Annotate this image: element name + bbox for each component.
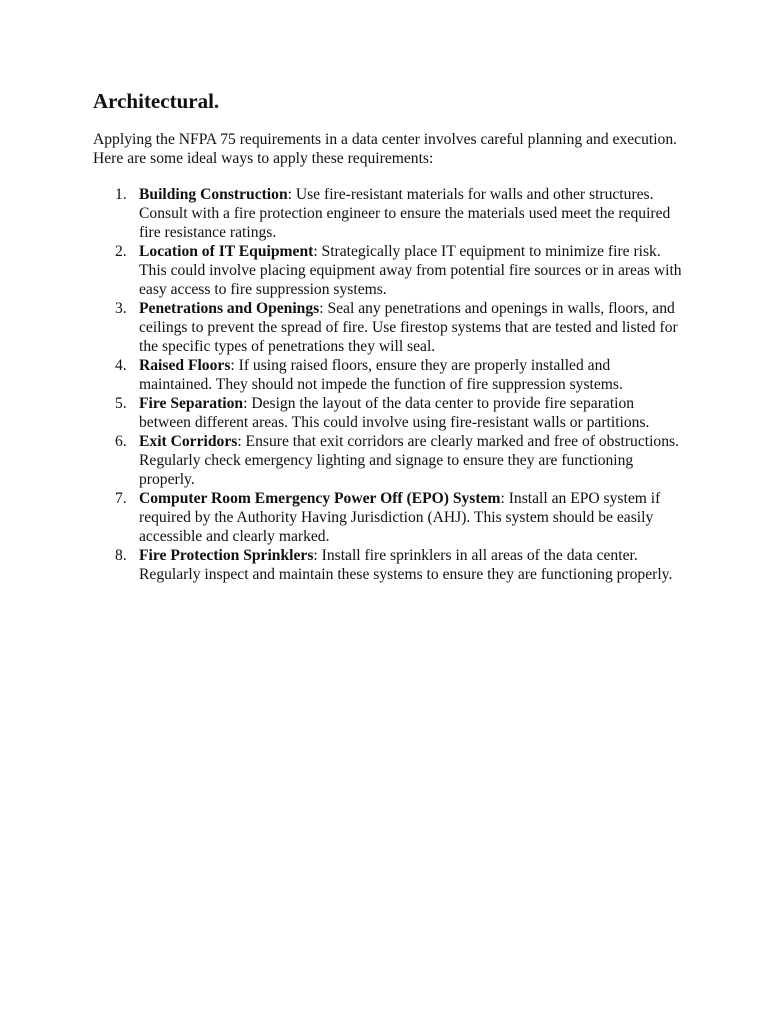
item-text: : Use fire-resistant materials for walls and other structures. Consult with a fire protection engineer to ensure the materials used meet the required fire resistance ratings.: [139, 186, 671, 241]
list-item: [93, 489, 683, 546]
item-term: Location of IT Equipment: [139, 243, 314, 260]
list-item: [93, 432, 683, 489]
item-term: Fire Protection Sprinklers: [139, 547, 314, 564]
item-term: Exit Corridors: [139, 433, 238, 450]
item-number: 1.: [115, 186, 127, 203]
item-text: : If using raised floors, ensure they are properly installed and maintained. They should not impede the function of fire suppression systems.: [139, 357, 623, 393]
requirements-list: [93, 185, 683, 584]
item-number: 7.: [115, 490, 127, 507]
item-number: 8.: [115, 547, 127, 564]
list-item: [93, 546, 683, 584]
item-term: Penetrations and Openings: [139, 300, 320, 317]
page-title: Architectural.: [93, 89, 220, 113]
item-number: 2.: [115, 243, 127, 260]
item-text: : Seal any penetrations and openings in walls, floors, and ceilings to prevent the spread of fire. Use firestop systems that are tested and listed for the specific types of penetrations they will seal.: [139, 300, 678, 355]
item-text: : Strategically place IT equipment to minimize fire risk. This could involve placing equipment away from potential fire sources or in areas with easy access to fire suppression systems.: [139, 243, 682, 298]
item-number: 5.: [115, 395, 127, 412]
item-term: Fire Separation: [139, 395, 244, 412]
item-text: : Ensure that exit corridors are clearly marked and free of obstructions. Regularly check emergency lighting and signage to ensure they are functioning properly.: [139, 433, 679, 488]
list-item: [93, 394, 683, 432]
list-item: [93, 242, 683, 299]
list-item: [93, 356, 683, 394]
item-text: : Install fire sprinklers in all areas of the data center. Regularly inspect and maintain these systems to ensure they are functioning properly.: [139, 547, 673, 583]
item-text: : Install an EPO system if required by the Authority Having Jurisdiction (AHJ). This system should be easily accessible and clearly marked.: [139, 490, 661, 545]
item-number: 4.: [115, 357, 127, 374]
item-number: 6.: [115, 433, 127, 450]
item-term: Raised Floors: [139, 357, 231, 374]
document-page: [93, 88, 683, 584]
item-number: 3.: [115, 300, 127, 317]
list-item: [93, 185, 683, 242]
item-text: : Design the layout of the data center to provide fire separation between different areas. This could involve using fire-resistant walls or partitions.: [139, 395, 650, 431]
item-term: Computer Room Emergency Power Off (EPO) System: [139, 490, 501, 507]
item-term: Building Construction: [139, 186, 288, 203]
list-item: [93, 299, 683, 356]
intro-paragraph: Applying the NFPA 75 requirements in a data center involves careful planning and execution. Here are some ideal ways to apply these requirements:: [93, 131, 678, 167]
